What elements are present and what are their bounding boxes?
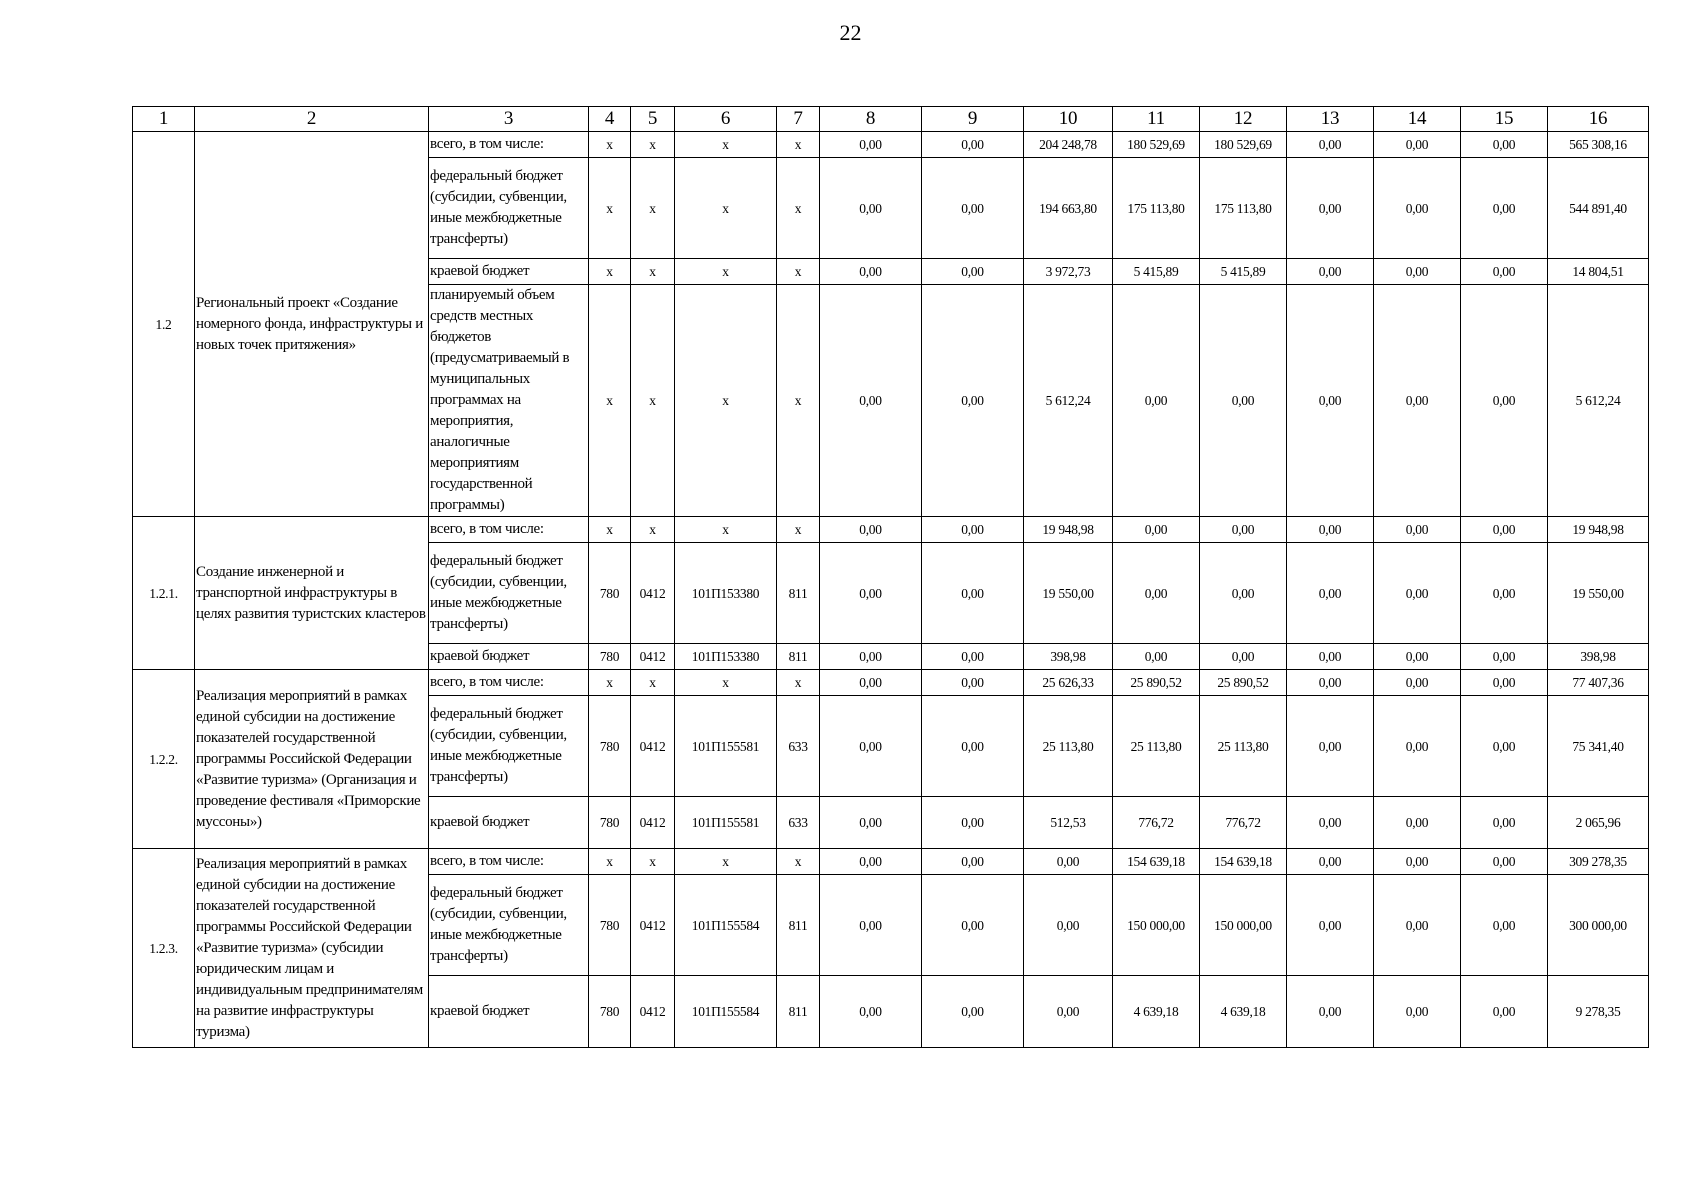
amount-cell: 0,00 <box>820 797 922 849</box>
amount-cell: 0,00 <box>820 644 922 670</box>
column-header: 8 <box>820 107 922 132</box>
amount-cell: 19 550,00 <box>1024 543 1113 644</box>
amount-cell: 0,00 <box>1287 670 1374 696</box>
code-cell: х <box>631 670 675 696</box>
code-cell: х <box>631 849 675 875</box>
code-cell: х <box>589 670 631 696</box>
amount-cell: 0,00 <box>1113 543 1200 644</box>
amount-cell: 0,00 <box>1287 543 1374 644</box>
column-header: 15 <box>1461 107 1548 132</box>
amount-cell: 0,00 <box>922 543 1024 644</box>
amount-cell: 0,00 <box>1461 132 1548 158</box>
code-cell: х <box>631 132 675 158</box>
amount-cell: 3 972,73 <box>1024 259 1113 285</box>
amount-cell: 0,00 <box>1024 849 1113 875</box>
amount-cell: 0,00 <box>1024 875 1113 976</box>
code-cell: х <box>675 670 777 696</box>
code-cell: х <box>589 259 631 285</box>
funding-source: краевой бюджет <box>429 644 589 670</box>
amount-cell: 0,00 <box>922 976 1024 1048</box>
amount-cell: 0,00 <box>922 849 1024 875</box>
column-header: 7 <box>777 107 820 132</box>
amount-cell: 0,00 <box>820 517 922 543</box>
column-header: 1 <box>133 107 195 132</box>
column-header: 5 <box>631 107 675 132</box>
column-header: 2 <box>195 107 429 132</box>
amount-cell: 19 550,00 <box>1548 543 1649 644</box>
code-cell: 101П153380 <box>675 543 777 644</box>
amount-cell: 0,00 <box>1374 976 1461 1048</box>
amount-cell: 5 612,24 <box>1548 285 1649 517</box>
code-cell: 0412 <box>631 543 675 644</box>
amount-cell: 0,00 <box>1374 517 1461 543</box>
item-name: Региональный проект «Создание номерного фонда, инфраструктуры и новых точек притяжения» <box>195 132 429 517</box>
amount-cell: 0,00 <box>1461 670 1548 696</box>
code-cell: 780 <box>589 644 631 670</box>
amount-cell: 25 113,80 <box>1024 696 1113 797</box>
funding-source: всего, в том числе: <box>429 132 589 158</box>
column-header: 13 <box>1287 107 1374 132</box>
code-cell: 101П153380 <box>675 644 777 670</box>
amount-cell: 25 626,33 <box>1024 670 1113 696</box>
amount-cell: 0,00 <box>1287 849 1374 875</box>
amount-cell: 25 890,52 <box>1200 670 1287 696</box>
code-cell: х <box>631 158 675 259</box>
amount-cell: 0,00 <box>1374 797 1461 849</box>
amount-cell: 0,00 <box>1113 517 1200 543</box>
amount-cell: 565 308,16 <box>1548 132 1649 158</box>
amount-cell: 544 891,40 <box>1548 158 1649 259</box>
amount-cell: 0,00 <box>1200 644 1287 670</box>
table-row <box>133 517 1649 543</box>
amount-cell: 175 113,80 <box>1113 158 1200 259</box>
amount-cell: 150 000,00 <box>1200 875 1287 976</box>
funding-source: всего, в том числе: <box>429 849 589 875</box>
amount-cell: 0,00 <box>922 285 1024 517</box>
amount-cell: 180 529,69 <box>1113 132 1200 158</box>
amount-cell: 0,00 <box>922 797 1024 849</box>
amount-cell: 0,00 <box>820 285 922 517</box>
code-cell: х <box>777 849 820 875</box>
amount-cell: 0,00 <box>1374 849 1461 875</box>
amount-cell: 0,00 <box>820 849 922 875</box>
amount-cell: 0,00 <box>1461 644 1548 670</box>
code-cell: 811 <box>777 976 820 1048</box>
code-cell: 101П155584 <box>675 976 777 1048</box>
item-name: Реализация мероприятий в рамках единой субсидии на достижение показателей государственной программы Российской Федерации «Развитие туризма» (субсидии юридическим лицам и индивидуальным предпринимателям на развитие инфраструктуры туризма) <box>195 849 429 1048</box>
code-cell: х <box>777 670 820 696</box>
funding-source: планируемый объем средств местных бюджетов (предусматриваемый в муниципальных программах на мероприятия, аналогичные мероприятиям государственной программы) <box>429 285 589 517</box>
amount-cell: 0,00 <box>1374 158 1461 259</box>
amount-cell: 0,00 <box>1374 644 1461 670</box>
amount-cell: 0,00 <box>820 543 922 644</box>
code-cell: х <box>675 158 777 259</box>
amount-cell: 0,00 <box>1461 976 1548 1048</box>
code-cell: 780 <box>589 696 631 797</box>
code-cell: х <box>777 285 820 517</box>
amount-cell: 25 113,80 <box>1113 696 1200 797</box>
code-cell: 0412 <box>631 644 675 670</box>
code-cell: 633 <box>777 797 820 849</box>
code-cell: 780 <box>589 875 631 976</box>
amount-cell: 5 415,89 <box>1200 259 1287 285</box>
amount-cell: 5 612,24 <box>1024 285 1113 517</box>
column-header: 16 <box>1548 107 1649 132</box>
code-cell: 0412 <box>631 875 675 976</box>
code-cell: 811 <box>777 644 820 670</box>
amount-cell: 0,00 <box>1461 285 1548 517</box>
item-number: 1.2.1. <box>133 517 195 670</box>
amount-cell: 25 113,80 <box>1200 696 1287 797</box>
amount-cell: 25 890,52 <box>1113 670 1200 696</box>
amount-cell: 776,72 <box>1200 797 1287 849</box>
amount-cell: 0,00 <box>1200 543 1287 644</box>
funding-source: краевой бюджет <box>429 976 589 1048</box>
amount-cell: 0,00 <box>820 696 922 797</box>
amount-cell: 4 639,18 <box>1113 976 1200 1048</box>
amount-cell: 0,00 <box>1461 797 1548 849</box>
code-cell: 633 <box>777 696 820 797</box>
amount-cell: 0,00 <box>1461 696 1548 797</box>
column-header: 9 <box>922 107 1024 132</box>
amount-cell: 309 278,35 <box>1548 849 1649 875</box>
amount-cell: 5 415,89 <box>1113 259 1200 285</box>
amount-cell: 0,00 <box>1287 976 1374 1048</box>
column-header: 3 <box>429 107 589 132</box>
amount-cell: 0,00 <box>1461 259 1548 285</box>
amount-cell: 398,98 <box>1548 644 1649 670</box>
amount-cell: 175 113,80 <box>1200 158 1287 259</box>
code-cell: 780 <box>589 797 631 849</box>
code-cell: х <box>777 259 820 285</box>
code-cell: 0412 <box>631 696 675 797</box>
code-cell: х <box>589 158 631 259</box>
funding-source: федеральный бюджет (субсидии, субвенции, иные межбюджетные трансферты) <box>429 158 589 259</box>
amount-cell: 0,00 <box>922 158 1024 259</box>
amount-cell: 0,00 <box>922 644 1024 670</box>
code-cell: 780 <box>589 976 631 1048</box>
amount-cell: 150 000,00 <box>1113 875 1200 976</box>
amount-cell: 0,00 <box>1374 875 1461 976</box>
amount-cell: 0,00 <box>922 696 1024 797</box>
amount-cell: 0,00 <box>1461 158 1548 259</box>
amount-cell: 0,00 <box>1287 797 1374 849</box>
item-number: 1.2.3. <box>133 849 195 1048</box>
amount-cell: 0,00 <box>1287 285 1374 517</box>
amount-cell: 0,00 <box>820 875 922 976</box>
code-cell: 780 <box>589 543 631 644</box>
amount-cell: 19 948,98 <box>1548 517 1649 543</box>
amount-cell: 0,00 <box>820 259 922 285</box>
table-row <box>133 849 1649 875</box>
code-cell: х <box>675 132 777 158</box>
code-cell: 0412 <box>631 797 675 849</box>
amount-cell: 194 663,80 <box>1024 158 1113 259</box>
amount-cell: 0,00 <box>922 259 1024 285</box>
amount-cell: 0,00 <box>922 132 1024 158</box>
code-cell: х <box>675 849 777 875</box>
code-cell: 811 <box>777 875 820 976</box>
funding-source: краевой бюджет <box>429 259 589 285</box>
amount-cell: 0,00 <box>1287 517 1374 543</box>
code-cell: х <box>631 285 675 517</box>
amount-cell: 4 639,18 <box>1200 976 1287 1048</box>
code-cell: 0412 <box>631 976 675 1048</box>
amount-cell: 0,00 <box>1374 132 1461 158</box>
code-cell: х <box>589 849 631 875</box>
amount-cell: 0,00 <box>1200 517 1287 543</box>
amount-cell: 75 341,40 <box>1548 696 1649 797</box>
amount-cell: 0,00 <box>1287 132 1374 158</box>
amount-cell: 0,00 <box>922 670 1024 696</box>
amount-cell: 0,00 <box>820 670 922 696</box>
code-cell: х <box>777 132 820 158</box>
funding-source: всего, в том числе: <box>429 670 589 696</box>
item-number: 1.2.2. <box>133 670 195 849</box>
code-cell: х <box>631 517 675 543</box>
amount-cell: 154 639,18 <box>1113 849 1200 875</box>
amount-cell: 0,00 <box>922 875 1024 976</box>
amount-cell: 512,53 <box>1024 797 1113 849</box>
amount-cell: 0,00 <box>820 158 922 259</box>
page-number: 22 <box>839 20 862 45</box>
code-cell: 101П155581 <box>675 696 777 797</box>
amount-cell: 0,00 <box>1461 543 1548 644</box>
column-header: 14 <box>1374 107 1461 132</box>
amount-cell: 0,00 <box>1374 543 1461 644</box>
amount-cell: 204 248,78 <box>1024 132 1113 158</box>
item-name: Создание инженерной и транспортной инфраструктуры в целях развития туристских кластеров <box>195 517 429 670</box>
header-row <box>133 107 1649 132</box>
column-header: 6 <box>675 107 777 132</box>
column-header: 10 <box>1024 107 1113 132</box>
amount-cell: 0,00 <box>1113 285 1200 517</box>
code-cell: 101П155584 <box>675 875 777 976</box>
amount-cell: 398,98 <box>1024 644 1113 670</box>
amount-cell: 0,00 <box>820 132 922 158</box>
column-header: 12 <box>1200 107 1287 132</box>
amount-cell: 0,00 <box>1374 259 1461 285</box>
amount-cell: 0,00 <box>1374 696 1461 797</box>
item-name: Реализация мероприятий в рамках единой субсидии на достижение показателей государственной программы Российской Федерации «Развитие туризма» (Организация и проведение фестиваля «Приморские муссоны») <box>195 670 429 849</box>
amount-cell: 0,00 <box>1374 285 1461 517</box>
amount-cell: 0,00 <box>1461 517 1548 543</box>
amount-cell: 0,00 <box>1287 259 1374 285</box>
code-cell: х <box>675 259 777 285</box>
amount-cell: 0,00 <box>1287 696 1374 797</box>
table-row <box>133 132 1649 158</box>
code-cell: 101П155581 <box>675 797 777 849</box>
code-cell: х <box>777 158 820 259</box>
amount-cell: 0,00 <box>922 517 1024 543</box>
code-cell: х <box>675 285 777 517</box>
amount-cell: 154 639,18 <box>1200 849 1287 875</box>
amount-cell: 0,00 <box>1024 976 1113 1048</box>
code-cell: х <box>589 517 631 543</box>
code-cell: х <box>589 132 631 158</box>
amount-cell: 0,00 <box>1287 158 1374 259</box>
funding-source: всего, в том числе: <box>429 517 589 543</box>
amount-cell: 0,00 <box>1287 644 1374 670</box>
amount-cell: 19 948,98 <box>1024 517 1113 543</box>
column-header: 4 <box>589 107 631 132</box>
funding-source: федеральный бюджет (субсидии, субвенции, иные межбюджетные трансферты) <box>429 875 589 976</box>
amount-cell: 776,72 <box>1113 797 1200 849</box>
table-row <box>133 670 1649 696</box>
amount-cell: 0,00 <box>1461 849 1548 875</box>
code-cell: 811 <box>777 543 820 644</box>
amount-cell: 9 278,35 <box>1548 976 1649 1048</box>
amount-cell: 0,00 <box>820 976 922 1048</box>
code-cell: х <box>777 517 820 543</box>
code-cell: х <box>675 517 777 543</box>
amount-cell: 2 065,96 <box>1548 797 1649 849</box>
funding-source: федеральный бюджет (субсидии, субвенции, иные межбюджетные трансферты) <box>429 543 589 644</box>
code-cell: х <box>631 259 675 285</box>
amount-cell: 0,00 <box>1374 670 1461 696</box>
amount-cell: 0,00 <box>1113 644 1200 670</box>
budget-table <box>132 106 1649 1048</box>
amount-cell: 77 407,36 <box>1548 670 1649 696</box>
amount-cell: 300 000,00 <box>1548 875 1649 976</box>
column-header: 11 <box>1113 107 1200 132</box>
amount-cell: 14 804,51 <box>1548 259 1649 285</box>
funding-source: краевой бюджет <box>429 797 589 849</box>
amount-cell: 0,00 <box>1287 875 1374 976</box>
amount-cell: 0,00 <box>1461 875 1548 976</box>
item-number: 1.2 <box>133 132 195 517</box>
amount-cell: 0,00 <box>1200 285 1287 517</box>
funding-source: федеральный бюджет (субсидии, субвенции, иные межбюджетные трансферты) <box>429 696 589 797</box>
amount-cell: 180 529,69 <box>1200 132 1287 158</box>
code-cell: х <box>589 285 631 517</box>
